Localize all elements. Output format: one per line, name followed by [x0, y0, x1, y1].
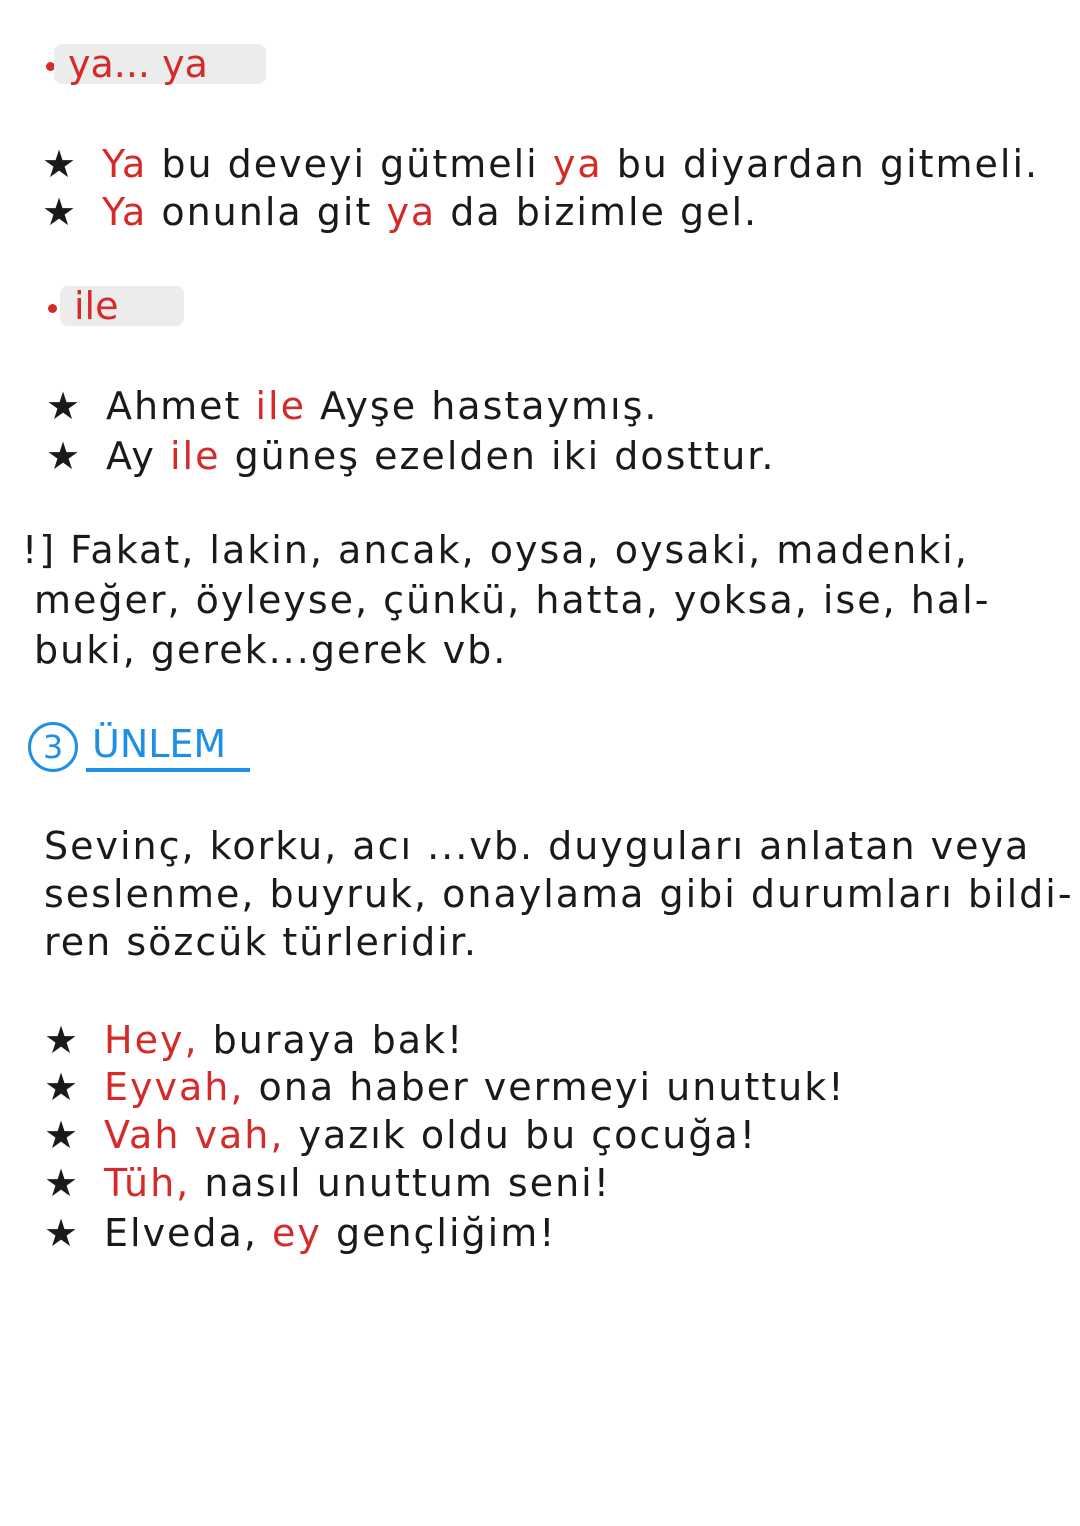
definition-line: Sevinç, korku, acı ...vb. duyguları anlatan veya — [44, 824, 1031, 868]
label-ya-ya: ya... ya — [54, 44, 266, 84]
label-ile: ile — [60, 286, 184, 326]
highlighted-word: Eyvah, — [104, 1065, 245, 1109]
highlighted-word: Hey, — [104, 1018, 199, 1062]
star-icon: ★ — [44, 1065, 81, 1109]
highlighted-word: ya — [386, 190, 437, 234]
example-sentence — [44, 1016, 464, 1064]
highlighted-word: ile — [169, 434, 221, 478]
sentence-text: da bizimle gel. — [436, 190, 759, 234]
warning-icon: !] — [22, 528, 57, 572]
star-icon: ★ — [44, 1161, 81, 1205]
star-icon: ★ — [46, 434, 83, 478]
definition-line: ren sözcük türleridir. — [44, 920, 479, 964]
note-line: meğer, öyleyse, çünkü, hatta, yoksa, ise, hal- — [34, 578, 991, 622]
heading-title: ÜNLEM — [86, 722, 250, 772]
sentence-text: güneş ezelden iki dosttur. — [220, 434, 776, 478]
highlighted-word: ile — [255, 384, 306, 428]
sentence-text: onunla git — [147, 190, 387, 234]
highlighted-word: Vah vah, — [104, 1113, 285, 1157]
star-icon: ★ — [44, 1211, 81, 1255]
example-sentence — [46, 382, 659, 430]
sentence-text: nasıl unuttum seni! — [190, 1161, 611, 1205]
sentence-text: gençliğim! — [321, 1211, 557, 1255]
sentence-text: bu deveyi gütmeli — [147, 142, 553, 186]
example-sentence — [44, 1159, 611, 1207]
star-icon: ★ — [44, 1113, 81, 1157]
star-icon: ★ — [42, 190, 79, 234]
highlighted-word: Ya — [102, 190, 148, 234]
example-sentence — [44, 1209, 556, 1257]
example-sentence — [44, 1111, 757, 1159]
sentence-text: ona haber vermeyi unuttuk! — [244, 1065, 846, 1109]
definition-line: seslenme, buyruk, onaylama gibi durumları bildi- — [44, 872, 1074, 916]
number-circle-icon: 3 — [28, 722, 78, 772]
star-icon: ★ — [42, 142, 79, 186]
bullet — [48, 304, 57, 313]
example-sentence — [44, 1063, 846, 1111]
star-icon: ★ — [46, 384, 83, 428]
note-line: buki, gerek...gerek vb. — [34, 628, 508, 672]
highlighted-word: ya — [552, 142, 603, 186]
sentence-text: Ay — [106, 434, 170, 478]
highlighted-word: Ya — [102, 142, 148, 186]
sentence-text: Ayşe hastaymış. — [305, 384, 659, 428]
sentence-text: Elveda, — [104, 1211, 272, 1255]
star-icon: ★ — [44, 1018, 81, 1062]
note-line — [22, 526, 969, 574]
sentence-text: yazık oldu bu çocuğa! — [284, 1113, 758, 1157]
section-heading-unlem — [28, 722, 250, 772]
sentence-text: bu diyardan gitmeli. — [602, 142, 1040, 186]
example-sentence — [42, 140, 1039, 188]
sentence-text: buraya bak! — [198, 1018, 465, 1062]
example-sentence — [42, 188, 758, 236]
example-sentence — [46, 432, 776, 480]
note-text: Fakat, lakin, ancak, oysa, oysaki, madenki, — [70, 528, 969, 572]
highlighted-word: ey — [272, 1211, 322, 1255]
highlighted-word: Tüh, — [104, 1161, 191, 1205]
sentence-text: Ahmet — [106, 384, 256, 428]
